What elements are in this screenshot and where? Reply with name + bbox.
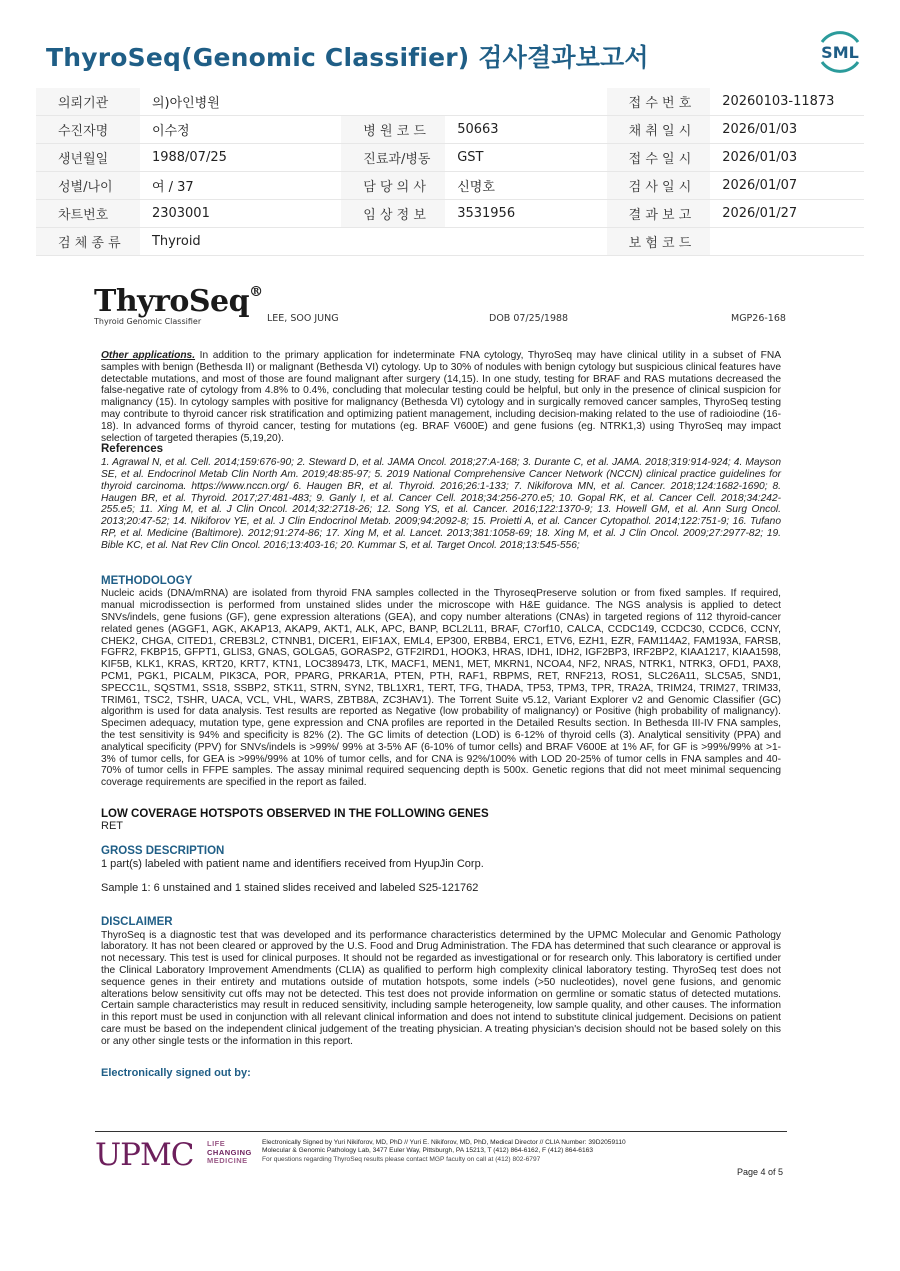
info-label: 의뢰기관 [36, 88, 140, 116]
disclaimer-text: ThyroSeq is a diagnostic test that was developed and its performance characteristics determined by the UPMC Molecular and Genomic Pathology laboratory. It has not been cleared or approved by the U.S. Food and Drug Administration. The FDA has determined that such clearance or approval is not necessary. This test is used for clinical purposes. It should not be regarded as investigational or for research only. This laboratory is certified under the Clinical Laboratory Improvement Amendments (CLIA) as qualified to perform high complexity clinical laboratory testing. ThyroSeq test does not sequence genes in their entirety and mutations outside of mutation hotspots, some indels (>50 nucleotides), novel gene fusions, and genomic alterations below sensitivity cut offs may not be detected. This test does not provide information on germline or somatic status of detected mutations. Certain sample characteristics may result in reduced sensitivity, including sample heterogeneity, low sample quality, and other causes. The information in this report must be used in conjunction with all relevant clinical information and does not intend to substitute clinical judgement. Decisions on patient care must be based on the independent clinical judgement of the treating physician. A treating physician's decision should not be based solely on this or any other single tests or the information in this report. [101, 929, 781, 1047]
info-value [445, 88, 606, 116]
other-applications-paragraph [101, 350, 781, 444]
info-label: 접 수 일 시 [607, 144, 711, 172]
page-title: ThyroSeq(Genomic Classifier) 검사결과보고서 [46, 43, 649, 72]
upmc-tagline-1: LIFE [207, 1139, 226, 1148]
footer-text [262, 1139, 782, 1164]
other-applications-heading: Other applications. [101, 350, 196, 361]
info-row [36, 144, 864, 172]
other-applications-text: In addition to the primary application for indeterminate FNA cytology, ThyroSeq may have clinical utility in a subset of FNA samples with benign (Bethesda II) or malignant (Bethesda VI) cytology. Up to 30% of nodules with benign cytology but suspicious clinical features have detectable mutations, and most of those are found malignant after surgery (14,15). In one study, testing for BRAF and RAS mutations decreased the false-negative rate of cytology from 4.8% to 0.4%, concluding that molecular testing could be helpful, but only in the presence of clinical suspicion for malignancy (15). In cytology samples with positive for malignancy (Bethesda VI) cytology and in surgically removed cancer samples, ThyroSeq testing may contribute to thyroid cancer risk stratification and optimizing patient management, including decision-making related to the use of radioiodine (16-18). In advanced forms of thyroid cancer, testing for mutations (eg. BRAF V600E) and gene fusions (eg. NTRK1,3) using ThyroSeq may impact selection of targeted therapies (5,19,20). [101, 350, 781, 444]
patient-info-table [36, 88, 864, 256]
info-label: 검 사 일 시 [607, 172, 711, 200]
upmc-tagline-3: MEDICINE [207, 1156, 248, 1165]
info-label [341, 88, 445, 116]
info-value: 50663 [445, 116, 606, 144]
info-label [341, 228, 445, 256]
info-value: 3531956 [445, 200, 606, 228]
info-label: 진료과/병동 [341, 144, 445, 172]
info-value: 의)아인병원 [140, 88, 341, 116]
info-value: Thyroid [140, 228, 341, 256]
methodology-text: Nucleic acids (DNA/mRNA) are isolated from thyroid FNA samples collected in the ThyroseqPreserve solution or from fixed samples. If required, manual microdissection is performed from unstained slides under the microscope with H&E guidance. The NGS analysis is applied to detect SNVs/indels, gene fusions (GF), gene expression alterations (GEA), and copy number alterations (CNAs) in targeted regions of 112 thyroid-cancer related genes (AGGF1, AGK, AKAP13, AKAP9, AKT1, ALK, APC, BANP, BCL2L11, BRAF, C7orf10, CALCA, CCDC149, CCDC30, CCDC6, CCNY, CHEK2, CHGA, CITED1, CREB3L2, CTNNB1, DICER1, EIF1AX, EML4, EP300, ERBB4, ERC1, ETV6, EZH1, EZR, FAM114A2, FAM193A, FARSB, FGFR2, FKBP15, GFPT1, GLIS3, GNAS, GOLGA5, GORASP2, GTF2IRD1, HOOK3, HRAS, IDH1, IDH2, IGF2BP3, IRF2BP2, KIAA1217, KIAA1598, KIF5B, KLK1, KRAS, KRT20, KRT7, KTN1, LOC389473, LTK, MACF1, MEN1, MET, MKRN1, NCOA4, NF2, NRAS, NTRK1, NTRK3, OFD1, PAX8, PCM1, PGK1, PICALM, PIK3CA, POR, PPARG, PRKAR1A, PTEN, PTH, RAF1, RBPMS, RET, RNF213, ROS1, SLC26A11, SLC5A5, SND1, SPECC1L, SQSTM1, SS18, SSBP2, STK11, STRN, SYN2, TBL1XR1, TERT, TFG, THADA, TP53, TPM3, TPR, TRA2A, TRIM24, TRIM27, TRIM33, TRIM61, TSC2, TSHR, UACA, VCL, VHL, WARS, ZBTB8A, ZC3HAV1). The Torrent Suite v5.12, Variant Explorer v2 and Genomic Classifier (GC) algorithm is used for data analysis. Test results are reported as Negative (low probability of malignancy) or Positive (high probability of malignancy). Specimen adequacy, mutation type, gene expression and CNA profiles are reported in the Detailed Results section. In Bethesda III-IV FNA samples, the test sensitivity is 94% and specificity is 82% (2). The GC limits of detection (LOD) is 6-12% of thyroid cells (3). Analytical sensitivity (PPA) and analytical specificity (PPV) for SNVs/indels is >99%/ 99% at 3-5% AF (6-10% of tumor cells) and BRAF V600E at 1% AF, for GF is >99%/99% at >1-3% of tumor cells, for GEA is >99%/99% at 10% of tumor cells, and for CNA is 92%/100% with LOD 20-25% of tumor cells in FNA samples and 40-70% of tumor cells in FFPE samples. The assay minimal required sequencing depth is 500x. Genetic regions that did not meet minimal sequencing coverage requirements are specified in the report as failed. [101, 588, 781, 789]
info-row [36, 228, 864, 256]
report-id: MGP26-168 [731, 313, 786, 324]
report-dob: DOB 07/25/1988 [489, 313, 569, 324]
svg-text:SML: SML [821, 43, 859, 62]
low-coverage-heading: LOW COVERAGE HOTSPOTS OBSERVED IN THE FOLLOWING GENES [101, 807, 489, 820]
info-label: 접 수 번 호 [607, 88, 711, 116]
info-value [445, 228, 606, 256]
report-patient-name: LEE, SOO JUNG [267, 313, 339, 324]
info-value: GST [445, 144, 606, 172]
gross-description-line1: 1 part(s) labeled with patient name and identifiers received from HyupJin Corp. [101, 858, 484, 871]
upmc-logo: UPMC [95, 1137, 194, 1173]
info-label: 병 원 코 드 [341, 116, 445, 144]
info-row [36, 88, 864, 116]
info-label: 채 취 일 시 [607, 116, 711, 144]
thyroseq-logo [94, 284, 263, 326]
info-value: 2026/01/03 [710, 144, 864, 172]
info-label: 보 험 코 드 [607, 228, 711, 256]
info-value: 20260103-11873 [710, 88, 864, 116]
upmc-tagline [207, 1140, 252, 1166]
thyroseq-logo-subtitle: Thyroid Genomic Classifier [94, 317, 202, 326]
upmc-tagline-2: CHANGING [207, 1147, 252, 1157]
methodology-heading: METHODOLOGY [101, 574, 193, 587]
info-value [710, 228, 864, 256]
info-row [36, 172, 864, 200]
info-value: 2026/01/03 [710, 116, 864, 144]
low-coverage-genes: RET [101, 819, 123, 832]
info-value: 2303001 [140, 200, 341, 228]
info-label: 담 당 의 사 [341, 172, 445, 200]
report-body [101, 350, 781, 1080]
info-label: 임 상 정 보 [341, 200, 445, 228]
thyroseq-logo-word: ThyroSeq [94, 284, 250, 319]
footer-line3: For questions regarding ThyroSeq results please contact MGP faculty on call at (412) 802-6797 [262, 1155, 541, 1163]
references-heading: References [101, 443, 164, 456]
info-value: 1988/07/25 [140, 144, 341, 172]
gross-description-heading: GROSS DESCRIPTION [101, 845, 225, 858]
info-value: 2026/01/07 [710, 172, 864, 200]
info-row [36, 200, 864, 228]
page-number: Page 4 of 5 [737, 1167, 784, 1177]
gross-description-line2: Sample 1: 6 unstained and 1 stained slides received and labeled S25-121762 [101, 882, 479, 895]
info-value: 2026/01/27 [710, 200, 864, 228]
sml-logo-icon [814, 28, 866, 76]
info-row [36, 116, 864, 144]
registered-mark: ® [249, 284, 263, 300]
info-label: 수진자명 [36, 116, 140, 144]
footer-line2: Molecular & Genomic Pathology Lab, 3477 Euler Way, Pittsburgh, PA 15213, T (412) 864-6162, F (412) 864-6163 [262, 1147, 593, 1155]
info-label: 결 과 보 고 [607, 200, 711, 228]
info-label: 생년월일 [36, 144, 140, 172]
info-value: 여 / 37 [140, 172, 341, 200]
info-value: 이수정 [140, 116, 341, 144]
info-value: 신명호 [445, 172, 606, 200]
info-label: 검 체 종 류 [36, 228, 140, 256]
disclaimer-heading: DISCLAIMER [101, 915, 173, 928]
references-text: 1. Agrawal N, et al. Cell. 2014;159:676-90; 2. Steward D, et al. JAMA Oncol. 2018;27:A-168; 3. Durante C, et al. JAMA. 2018;319:914-924; 4. Mayson SE, et al. Endocrinol Metab Clin North Am. 2019;48:85-97; 5. 2019 National Comprehensive Cancer Network (NCCN) clinical practice guidelines for thyroid carcinoma. https://www.nccn.org/ 6. Haugen BR, et al. Thyroid. 2016;26:1-133; 7. Nikiforova MN, et al. Cancer. 2018;124:1682-1690; 8. Haugen BR, et al. Thyroid. 2017;27:481-483; 9. Ganly I, et al. Cancer Cell. 2018;34:256-270.e5; 10. Gopal RK, et al. Cancer Cell. 2018;34:242-255.e5; 11. Xing M, et al. J Clin Oncol. 2014;32:2718-26; 12. Song YS, et al. Cancer. 2016;122:1370-9; 13. Howell GM, et al. Ann Surg Oncol. 2013;20:47-52; 14. Nikiforov YE, et al. J Clin Endocrinol Metab. 2009;94:2092-8; 15. Proietti A, et al. Cancer Cytopathol. 2014;122:751-9; 16. Tufano RP, et al. Medicine (Baltimore). 2012;91:274-86; 17. Xing M, et al. Lancet. 2013;381:1058-69; 18. Xing M, et al. J Clin Oncol. 2009;27:2977-82; 19. Bible KC, et al. Nat Rev Clin Oncol. 2016;13:403-16; 20. Kummar S, et al. Target Oncol. 2018;13:545-556; [101, 457, 781, 551]
info-label: 차트번호 [36, 200, 140, 228]
info-label: 성별/나이 [36, 172, 140, 200]
signed-out-label: Electronically signed out by: [101, 1066, 251, 1079]
footer-line1: Electronically Signed by Yuri Nikiforov, MD, PhD // Yuri E. Nikiforov, MD, PhD, Medical Director // CLIA Number: 39D2059110 [262, 1139, 626, 1146]
